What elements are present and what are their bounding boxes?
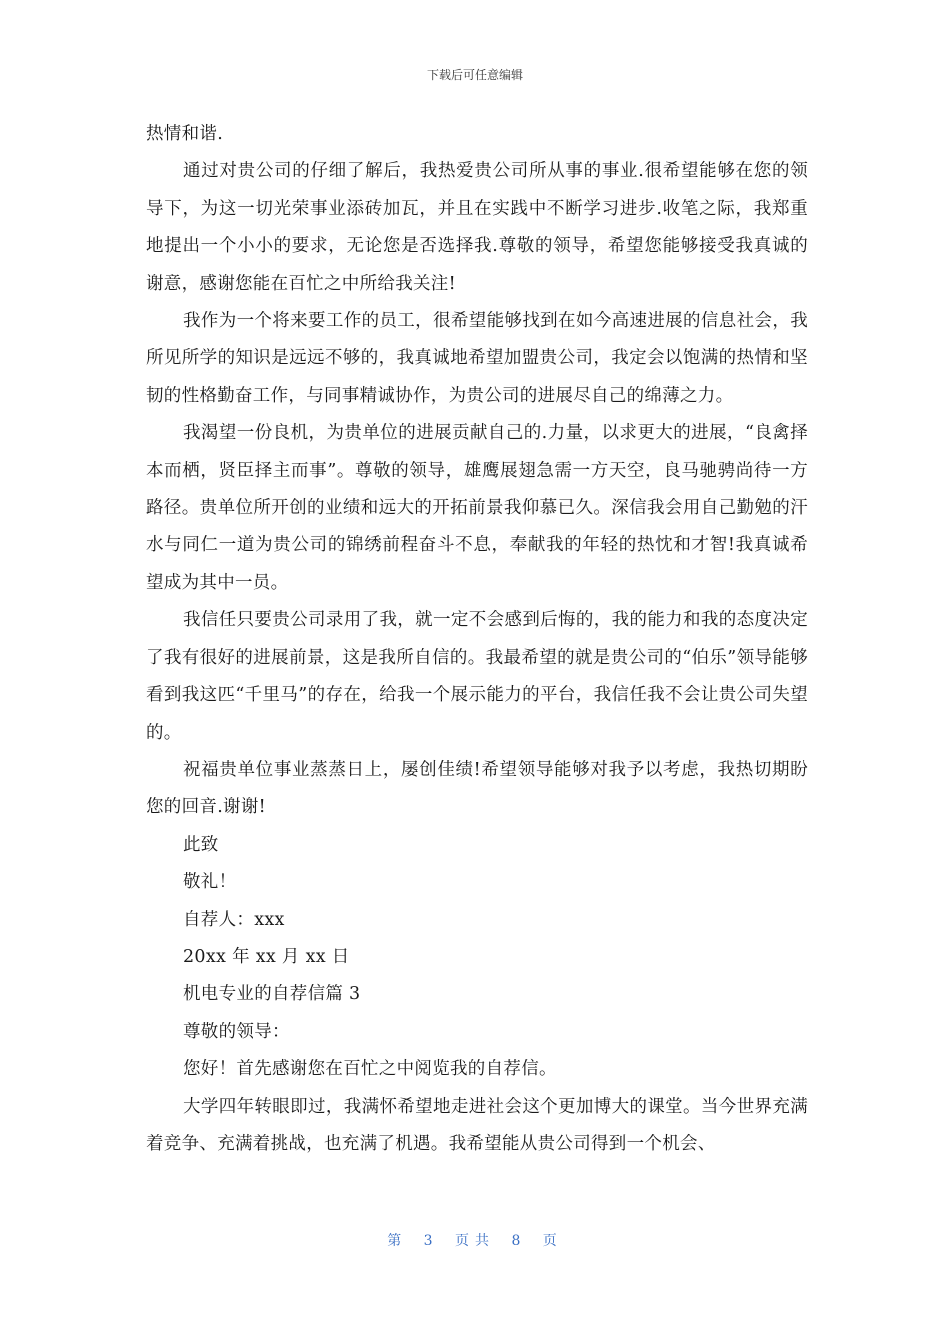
closing-regards: 敬礼！ — [183, 872, 237, 893]
document-body — [146, 116, 808, 1163]
paragraph-3: 我渴望一份良机，为贵单位的进展贡献自己的.力量，以求更大的进展，“良禽择本而栖，贤臣择主而事”。尊敬的领导，雄鹰展翅急需一方天空，良马驰骋尚待一方路径。贵单位所开创的业绩和远大的开拓前景我仰慕已久。深信我会用自己勤勉的汗水与同仁一道为贵公司的锦绣前程奋斗不息，奉献我的年轻的热忱和才智!我真诚希望成为其中一员。 — [146, 423, 808, 593]
date-line: 20xx 年 xx 月 xx 日 — [183, 946, 350, 967]
paragraph-4: 我信任只要贵公司录用了我，就一定不会感到后悔的，我的能力和我的态度决定了我有很好的进展前景，这是我所自信的。我最希望的就是贵公司的“伯乐”领导能够看到我这匹“千里马”的存在，给我一个展示能力的平台，我信任我不会让贵公司失望的。 — [146, 610, 808, 743]
page-header: 下载后可任意编辑 — [426, 68, 523, 82]
paragraph-0: 热情和谐. — [146, 124, 224, 144]
paragraph-2: 我作为一个将来要工作的员工，很希望能够找到在如今高速进展的信息社会，我所见所学的知识是远远不够的，我真诚地希望加盟贵公司，我定会以饱满的热情和坚韧的性格勤奋工作，与同事精诚协作，为贵公司的进展尽自己的绵薄之力。 — [146, 311, 808, 406]
paragraph-13: 大学四年转眼即过，我满怀希望地走进社会这个更加博大的课堂。当今世界充满着竞争、充满着挑战，也充满了机遇。我希望能从贵公司得到一个机会、 — [146, 1096, 808, 1154]
paragraph-5: 祝福贵单位事业蒸蒸日上，屡创佳绩!希望领导能够对我予以考虑，我热切期盼您的回音.谢谢! — [146, 759, 808, 818]
closing-salutation: 此致 — [183, 834, 219, 855]
paragraph-12: 您好！首先感谢您在百忙之中阅览我的自荐信。 — [183, 1059, 557, 1080]
signature-line: 自荐人：xxx — [183, 909, 285, 930]
section-title: 机电专业的自荐信篇 3 — [183, 984, 361, 1005]
page-footer: 第 3 页共 8 页 — [387, 1233, 563, 1249]
paragraph-1: 通过对贵公司的仔细了解后，我热爱贵公司所从事的事业.很希望能够在您的领导下，为这一切光荣事业添砖加瓦，并且在实践中不断学习进步.收笔之际，我郑重地提出一个小小的要求，无论您是否选择我.尊敬的领导，希望您能够接受我真诚的谢意，感谢您能在百忙之中所给我关注! — [146, 161, 808, 294]
greeting-line: 尊敬的领导： — [183, 1021, 290, 1042]
